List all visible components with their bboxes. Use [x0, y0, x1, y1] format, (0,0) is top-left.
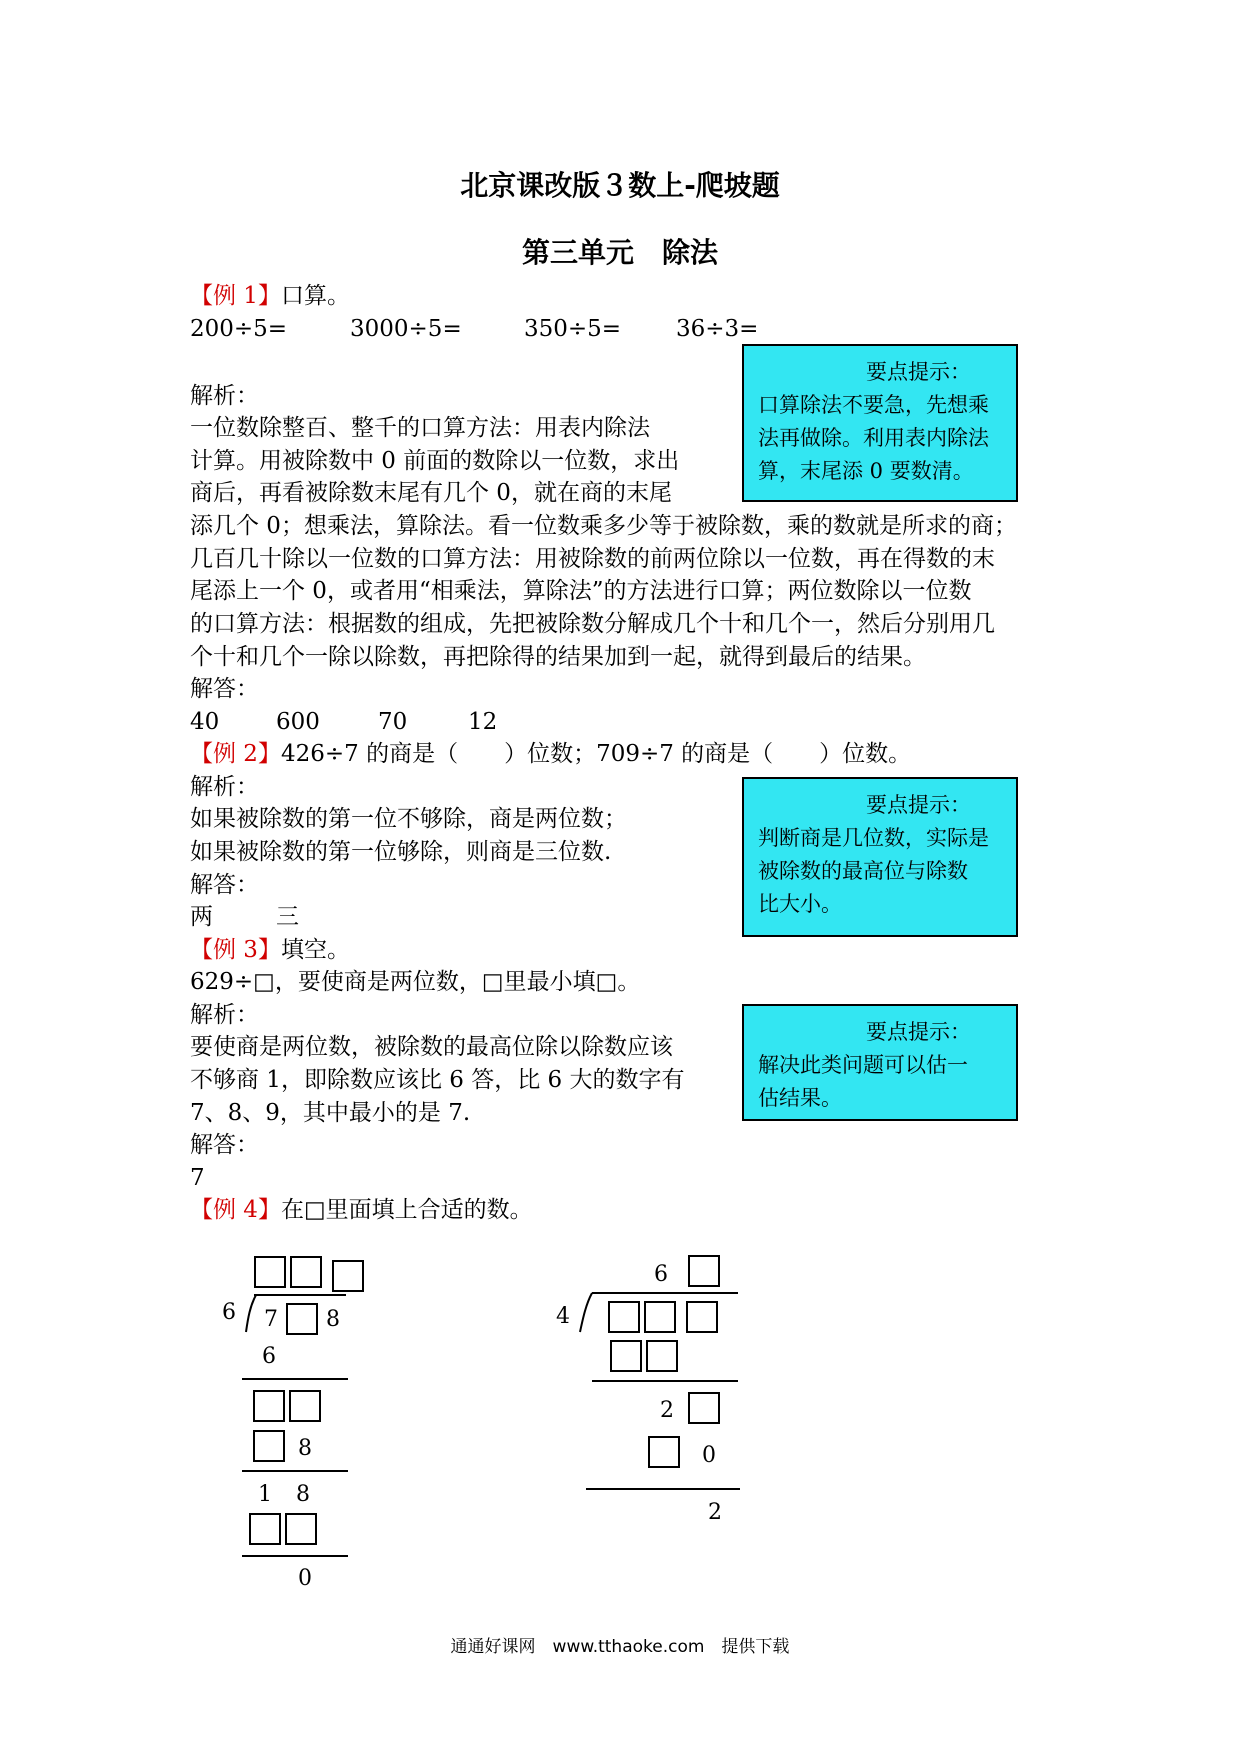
division-bracket — [244, 1294, 258, 1334]
step-blank[interactable] — [253, 1390, 285, 1422]
ex1-answer: 600 — [276, 709, 320, 735]
step-digit: 0 — [702, 1443, 716, 1468]
ex4-heading — [190, 1194, 533, 1226]
dividend-blank[interactable] — [686, 1301, 718, 1333]
step-line — [242, 1555, 348, 1557]
quotient-blank[interactable] — [290, 1256, 322, 1288]
tip-line: 估结果。 — [758, 1086, 842, 1110]
ex1-analysis-line: 计算。用被除数中 0 前面的数除以一位数，求出 — [190, 448, 680, 474]
tip-box-1 — [742, 344, 1018, 502]
dividend-blank[interactable] — [608, 1301, 640, 1333]
quotient-digit: 6 — [654, 1262, 668, 1287]
tip-box-3 — [742, 1004, 1018, 1121]
tip-box-2 — [742, 777, 1018, 937]
ex3-answer-label: 解答： — [190, 1132, 259, 1158]
ex1-answer: 12 — [468, 709, 498, 735]
step-digit: 1 — [258, 1482, 272, 1507]
division-bar — [254, 1294, 346, 1296]
ex1-item: 36÷3= — [676, 316, 759, 342]
ex4-label: 【例 4】 — [190, 1197, 281, 1223]
ex2-prompt: 426÷7 的商是（ ）位数；709÷7 的商是（ ）位数。 — [280, 741, 912, 767]
dividend-digit: 7 — [264, 1307, 278, 1332]
tip-line: 解决此类问题可以估一 — [758, 1053, 968, 1077]
footer-text: 通通好课网 www.tthaoke.com 提供下载 — [450, 1637, 790, 1657]
step-digit: 8 — [298, 1436, 312, 1461]
ex3-analysis-line: 要使商是两位数，被除数的最高位除以除数应该 — [190, 1034, 673, 1060]
division-bar — [592, 1292, 738, 1294]
step-line — [592, 1380, 738, 1382]
ex1-item: 350÷5= — [524, 316, 622, 342]
step-blank[interactable] — [285, 1513, 317, 1545]
ex1-analysis-line: 一位数除整百、整千的口算方法：用表内除法 — [190, 415, 650, 441]
ex1-item: 3000÷5= — [350, 316, 462, 342]
step-digit: 6 — [262, 1344, 276, 1369]
step-digit: 2 — [660, 1398, 674, 1423]
ex1-analysis-line: 的口算方法：根据数的组成，先把被除数分解成几个十和几个一，然后分别用几 — [190, 611, 995, 637]
divisor: 4 — [556, 1304, 570, 1329]
tip-title: 要点提示： — [866, 793, 971, 817]
tip-title: 要点提示： — [866, 1020, 971, 1044]
ex2-answer-label: 解答： — [190, 872, 259, 898]
step-blank[interactable] — [289, 1390, 321, 1422]
ex2-analysis-line: 如果被除数的第一位够除，则商是三位数. — [190, 839, 612, 865]
page-title: 北京课改版３数上-爬坡题 — [460, 169, 780, 202]
ex1-analysis-line: 几百几十除以一位数的口算方法：用被除数的前两位除以一位数，再在得数的末 — [190, 546, 995, 572]
tip-line: 法再做除。利用表内除法 — [758, 426, 989, 450]
division-bracket — [578, 1292, 594, 1334]
step-digit: 8 — [296, 1482, 310, 1507]
step-blank[interactable] — [249, 1513, 281, 1545]
tip-line: 被除数的最高位与除数 — [758, 859, 968, 883]
ex2-heading — [190, 738, 911, 770]
ex1-answer: 40 — [190, 709, 220, 735]
ex4-prompt: 在□里面填上合适的数。 — [280, 1197, 533, 1223]
dividend-blank[interactable] — [286, 1303, 318, 1335]
ex3-question: 629÷□，要使商是两位数，□里最小填□。 — [190, 969, 641, 995]
ex2-label: 【例 2】 — [190, 741, 281, 767]
ex1-analysis-line: 商后，再看被除数末尾有几个 0，就在商的末尾 — [190, 480, 672, 506]
ex1-item: 200÷5= — [190, 316, 288, 342]
quotient-blank[interactable] — [332, 1260, 364, 1292]
page-subtitle: 第三单元 除法 — [521, 236, 718, 269]
ex3-analysis-line: 7、8、9，其中最小的是 7. — [190, 1100, 471, 1126]
step-blank[interactable] — [648, 1436, 680, 1468]
ex1-prompt: 口算。 — [280, 283, 350, 309]
ex2-analysis-label: 解析： — [190, 774, 259, 800]
divisor: 6 — [222, 1300, 236, 1325]
step-blank[interactable] — [253, 1430, 285, 1462]
ex1-analysis-label: 解析： — [190, 383, 259, 409]
step-blank[interactable] — [688, 1392, 720, 1424]
tip-line: 口算除法不要急，先想乘 — [758, 393, 989, 417]
tip-line: 算，末尾添 0 要数清。 — [758, 459, 974, 483]
ex2-answer: 两 — [190, 904, 213, 930]
ex2-answer: 三 — [276, 904, 299, 930]
step-line — [242, 1470, 348, 1472]
quotient-blank[interactable] — [688, 1255, 720, 1287]
step-line — [242, 1378, 348, 1380]
ex1-heading — [190, 280, 350, 312]
tip-line: 判断商是几位数，实际是 — [758, 826, 989, 850]
step-line — [586, 1488, 740, 1490]
tip-line: 比大小。 — [758, 892, 842, 916]
final-remainder: 2 — [708, 1500, 722, 1525]
quotient-blank[interactable] — [254, 1256, 286, 1288]
ex1-answer: 70 — [378, 709, 408, 735]
ex1-label: 【例 1】 — [190, 283, 281, 309]
ex3-prompt: 填空。 — [280, 937, 350, 963]
dividend-digit: 8 — [326, 1307, 340, 1332]
dividend-blank[interactable] — [644, 1301, 676, 1333]
step-blank[interactable] — [646, 1340, 678, 1372]
tip-title: 要点提示： — [866, 360, 971, 384]
ex3-analysis-line: 不够商 1，即除数应该比 6 答，比 6 大的数字有 — [190, 1067, 685, 1093]
ex1-answer-label: 解答： — [190, 676, 259, 702]
final-remainder: 0 — [298, 1566, 312, 1591]
ex1-analysis-line: 添几个 0；想乘法，算除法。看一位数乘多少等于被除数，乘的数就是所求的商； — [190, 513, 1017, 539]
ex3-analysis-label: 解析： — [190, 1002, 259, 1028]
ex3-heading — [190, 934, 350, 966]
step-blank[interactable] — [610, 1340, 642, 1372]
ex1-analysis-line: 个十和几个一除以除数，再把除得的结果加到一起，就得到最后的结果。 — [190, 644, 926, 670]
ex2-analysis-line: 如果被除数的第一位不够除，商是两位数； — [190, 806, 627, 832]
ex1-analysis-line: 尾添上一个 0，或者用“相乘法，算除法”的方法进行口算；两位数除以一位数 — [190, 578, 972, 604]
ex3-answer: 7 — [190, 1165, 205, 1191]
ex3-label: 【例 3】 — [190, 937, 281, 963]
